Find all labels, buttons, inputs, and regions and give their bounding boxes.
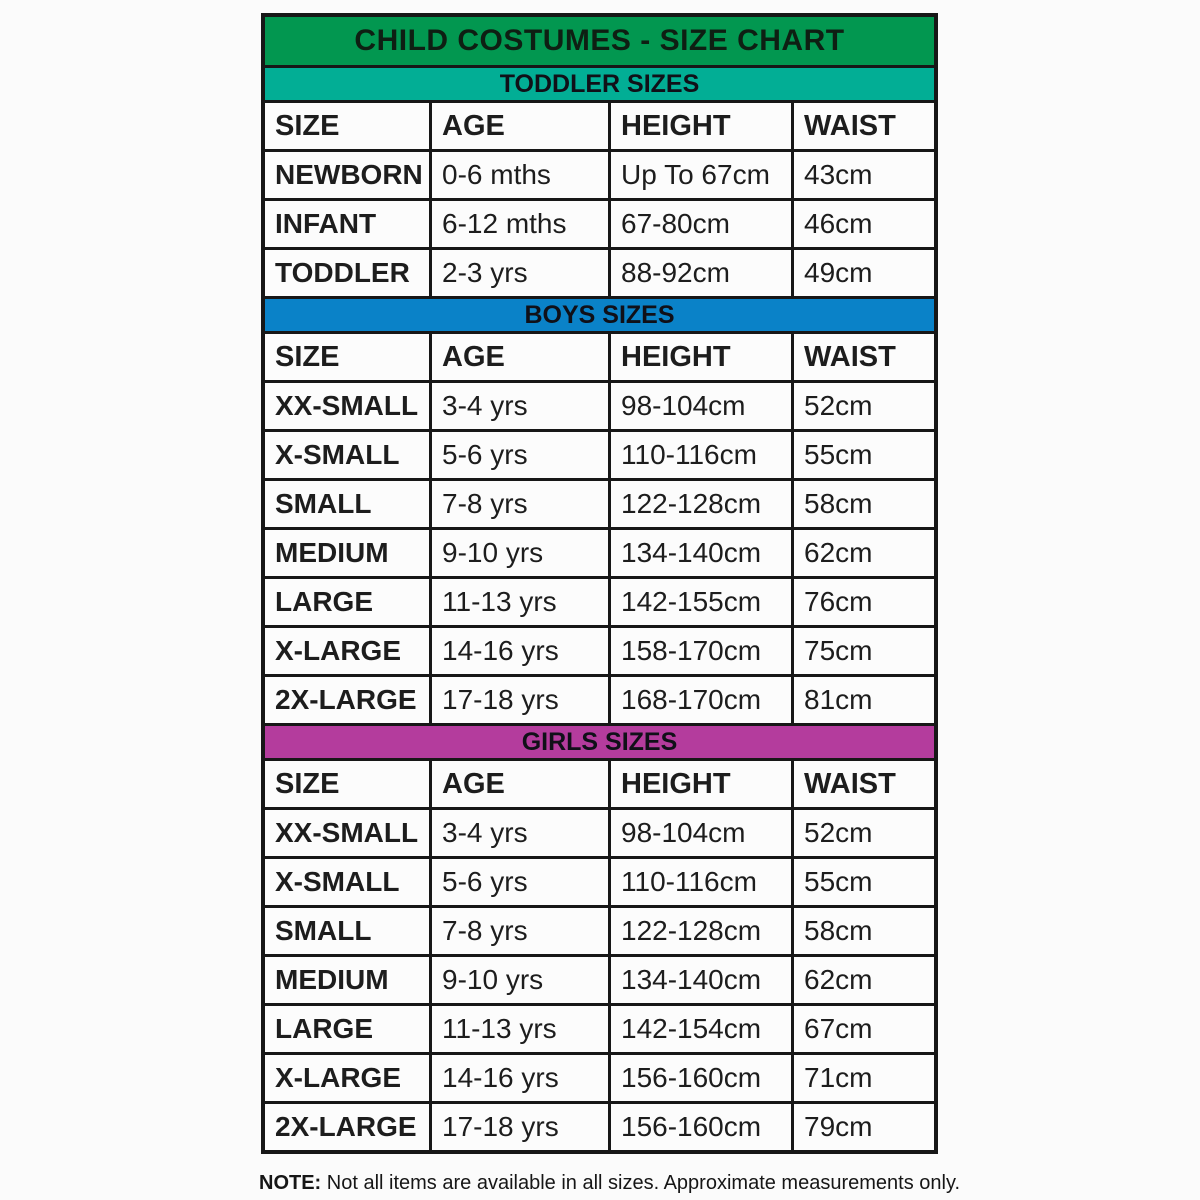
column-header-size: SIZE (265, 761, 429, 807)
column-header-age: AGE (432, 334, 608, 380)
column-header-age: AGE (432, 103, 608, 149)
waist-cell: 75cm (794, 628, 934, 674)
age-cell: 11-13 yrs (432, 579, 608, 625)
column-header-waist: WAIST (794, 761, 934, 807)
waist-cell: 58cm (794, 481, 934, 527)
footnote (259, 1172, 961, 1195)
height-cell: 142-155cm (611, 579, 791, 625)
size-cell: 2X-LARGE (265, 677, 429, 723)
age-cell: 17-18 yrs (432, 1104, 608, 1150)
waist-cell: 67cm (794, 1006, 934, 1052)
column-header-size: SIZE (265, 334, 429, 380)
age-cell: 6-12 mths (432, 201, 608, 247)
table-row (265, 152, 934, 198)
age-cell: 17-18 yrs (432, 677, 608, 723)
size-cell: XX-SMALL (265, 383, 429, 429)
height-cell: 156-160cm (611, 1104, 791, 1150)
section-header-boys-sizes: BOYS SIZES (265, 299, 934, 331)
footnote-label: NOTE: (259, 1172, 322, 1194)
size-cell: MEDIUM (265, 530, 429, 576)
waist-cell: 79cm (794, 1104, 934, 1150)
size-cell: LARGE (265, 1006, 429, 1052)
age-cell: 7-8 yrs (432, 908, 608, 954)
waist-cell: 55cm (794, 859, 934, 905)
waist-cell: 43cm (794, 152, 934, 198)
column-header-size: SIZE (265, 103, 429, 149)
column-header-row (265, 103, 934, 149)
table-row (265, 1104, 934, 1150)
age-cell: 14-16 yrs (432, 628, 608, 674)
age-cell: 5-6 yrs (432, 432, 608, 478)
age-cell: 0-6 mths (432, 152, 608, 198)
size-cell: X-SMALL (265, 859, 429, 905)
height-cell: 67-80cm (611, 201, 791, 247)
age-cell: 9-10 yrs (432, 530, 608, 576)
age-cell: 5-6 yrs (432, 859, 608, 905)
age-cell: 7-8 yrs (432, 481, 608, 527)
section-header-toddler-sizes: TODDLER SIZES (265, 68, 934, 100)
waist-cell: 49cm (794, 250, 934, 296)
waist-cell: 62cm (794, 530, 934, 576)
height-cell: 134-140cm (611, 957, 791, 1003)
table-row (265, 383, 934, 429)
column-header-waist: WAIST (794, 103, 934, 149)
height-cell: 122-128cm (611, 481, 791, 527)
age-cell: 9-10 yrs (432, 957, 608, 1003)
size-cell: X-LARGE (265, 628, 429, 674)
height-cell: 122-128cm (611, 908, 791, 954)
size-cell: X-LARGE (265, 1055, 429, 1101)
table-row (265, 201, 934, 247)
age-cell: 3-4 yrs (432, 810, 608, 856)
size-cell: LARGE (265, 579, 429, 625)
section-header-girls-sizes: GIRLS SIZES (265, 726, 934, 758)
table-row (265, 677, 934, 723)
column-header-waist: WAIST (794, 334, 934, 380)
height-cell: 98-104cm (611, 810, 791, 856)
age-cell: 2-3 yrs (432, 250, 608, 296)
height-cell: 88-92cm (611, 250, 791, 296)
waist-cell: 55cm (794, 432, 934, 478)
age-cell: 14-16 yrs (432, 1055, 608, 1101)
table-row (265, 1006, 934, 1052)
height-cell: 110-116cm (611, 432, 791, 478)
waist-cell: 52cm (794, 810, 934, 856)
table-row (265, 628, 934, 674)
waist-cell: 71cm (794, 1055, 934, 1101)
column-header-height: HEIGHT (611, 103, 791, 149)
size-cell: X-SMALL (265, 432, 429, 478)
column-header-row (265, 334, 934, 380)
height-cell: 156-160cm (611, 1055, 791, 1101)
waist-cell: 76cm (794, 579, 934, 625)
age-cell: 11-13 yrs (432, 1006, 608, 1052)
height-cell: 168-170cm (611, 677, 791, 723)
table-row (265, 530, 934, 576)
waist-cell: 62cm (794, 957, 934, 1003)
chart-title: CHILD COSTUMES - SIZE CHART (354, 24, 845, 57)
size-cell: XX-SMALL (265, 810, 429, 856)
table-row (265, 1055, 934, 1101)
height-cell: 158-170cm (611, 628, 791, 674)
height-cell: 98-104cm (611, 383, 791, 429)
size-cell: 2X-LARGE (265, 1104, 429, 1150)
table-row (265, 957, 934, 1003)
table-row (265, 908, 934, 954)
table-row (265, 579, 934, 625)
table-row (265, 859, 934, 905)
waist-cell: 58cm (794, 908, 934, 954)
waist-cell: 52cm (794, 383, 934, 429)
column-header-height: HEIGHT (611, 761, 791, 807)
table-row (265, 432, 934, 478)
footnote-text: Not all items are available in all sizes. Approximate measurements only. (321, 1172, 961, 1194)
height-cell: 142-154cm (611, 1006, 791, 1052)
size-cell: MEDIUM (265, 957, 429, 1003)
table-row (265, 810, 934, 856)
column-header-age: AGE (432, 761, 608, 807)
size-cell: SMALL (265, 908, 429, 954)
height-cell: Up To 67cm (611, 152, 791, 198)
size-chart-table (261, 13, 938, 1154)
chart-title-bar (265, 17, 934, 65)
size-cell: SMALL (265, 481, 429, 527)
size-cell: TODDLER (265, 250, 429, 296)
table-row (265, 481, 934, 527)
height-cell: 110-116cm (611, 859, 791, 905)
column-header-height: HEIGHT (611, 334, 791, 380)
height-cell: 134-140cm (611, 530, 791, 576)
column-header-row (265, 761, 934, 807)
waist-cell: 81cm (794, 677, 934, 723)
table-row (265, 250, 934, 296)
size-cell: NEWBORN (265, 152, 429, 198)
waist-cell: 46cm (794, 201, 934, 247)
size-cell: INFANT (265, 201, 429, 247)
age-cell: 3-4 yrs (432, 383, 608, 429)
